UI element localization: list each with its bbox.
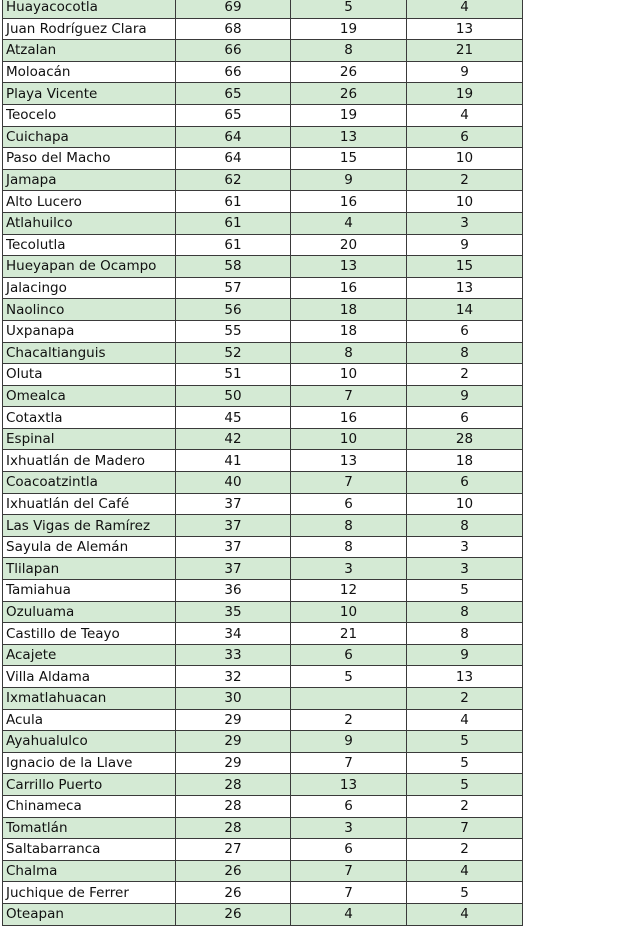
value-cell-1: 58 (176, 256, 291, 278)
value-cell-3: 7 (407, 817, 523, 839)
municipality-cell: Atzalan (3, 40, 176, 62)
table-row (3, 709, 523, 731)
value-cell-3: 18 (407, 450, 523, 472)
value-cell-1: 29 (176, 709, 291, 731)
table-row (3, 558, 523, 580)
value-cell-2: 8 (291, 515, 407, 537)
municipality-cell: Paso del Macho (3, 148, 176, 170)
value-cell-3: 4 (407, 0, 523, 18)
value-cell-3: 3 (407, 212, 523, 234)
table-row (3, 407, 523, 429)
value-cell-2: 20 (291, 234, 407, 256)
municipality-cell: Oteapan (3, 903, 176, 925)
value-cell-2: 26 (291, 61, 407, 83)
table-row (3, 644, 523, 666)
value-cell-2: 18 (291, 320, 407, 342)
value-cell-2: 19 (291, 104, 407, 126)
value-cell-2 (291, 688, 407, 710)
value-cell-2: 6 (291, 795, 407, 817)
table-row (3, 536, 523, 558)
value-cell-3: 5 (407, 774, 523, 796)
value-cell-1: 64 (176, 148, 291, 170)
municipality-cell: Villa Aldama (3, 666, 176, 688)
value-cell-2: 10 (291, 428, 407, 450)
value-cell-3: 8 (407, 601, 523, 623)
value-cell-1: 41 (176, 450, 291, 472)
table-row (3, 731, 523, 753)
value-cell-3: 8 (407, 623, 523, 645)
value-cell-2: 13 (291, 450, 407, 472)
value-cell-3: 10 (407, 493, 523, 515)
table-row (3, 903, 523, 925)
value-cell-3: 13 (407, 18, 523, 40)
municipality-cell: Teocelo (3, 104, 176, 126)
municipality-cell: Ixmatlahuacan (3, 688, 176, 710)
value-cell-3: 5 (407, 882, 523, 904)
value-cell-3: 2 (407, 364, 523, 386)
value-cell-2: 13 (291, 126, 407, 148)
value-cell-2: 10 (291, 601, 407, 623)
value-cell-3: 10 (407, 191, 523, 213)
table-row (3, 774, 523, 796)
table-row (3, 320, 523, 342)
value-cell-1: 50 (176, 385, 291, 407)
table-row (3, 882, 523, 904)
value-cell-2: 15 (291, 148, 407, 170)
table-row (3, 104, 523, 126)
value-cell-2: 4 (291, 212, 407, 234)
value-cell-1: 61 (176, 234, 291, 256)
value-cell-1: 42 (176, 428, 291, 450)
municipality-cell: Ozuluama (3, 601, 176, 623)
table-row (3, 666, 523, 688)
table-row (3, 0, 523, 18)
municipality-cell: Naolinco (3, 299, 176, 321)
table-row (3, 342, 523, 364)
table-row (3, 450, 523, 472)
value-cell-3: 9 (407, 385, 523, 407)
value-cell-1: 66 (176, 61, 291, 83)
municipality-cell: Saltabarranca (3, 839, 176, 861)
municipality-cell: Cuichapa (3, 126, 176, 148)
value-cell-3: 8 (407, 515, 523, 537)
table-body (3, 0, 523, 925)
value-cell-2: 26 (291, 83, 407, 105)
value-cell-3: 9 (407, 644, 523, 666)
municipality-cell: Chacaltianguis (3, 342, 176, 364)
table-row (3, 40, 523, 62)
value-cell-2: 4 (291, 903, 407, 925)
value-cell-2: 3 (291, 817, 407, 839)
value-cell-2: 8 (291, 342, 407, 364)
value-cell-2: 16 (291, 277, 407, 299)
table-row (3, 795, 523, 817)
value-cell-1: 65 (176, 83, 291, 105)
municipality-cell: Espinal (3, 428, 176, 450)
municipality-cell: Hueyapan de Ocampo (3, 256, 176, 278)
value-cell-3: 6 (407, 472, 523, 494)
municipality-cell: Ayahualulco (3, 731, 176, 753)
table-row (3, 472, 523, 494)
value-cell-1: 65 (176, 104, 291, 126)
value-cell-2: 16 (291, 191, 407, 213)
table-row (3, 688, 523, 710)
value-cell-3: 2 (407, 169, 523, 191)
municipality-cell: Ignacio de la Llave (3, 752, 176, 774)
municipality-cell: Huayacocotla (3, 0, 176, 18)
table-row (3, 580, 523, 602)
value-cell-3: 6 (407, 126, 523, 148)
value-cell-1: 35 (176, 601, 291, 623)
municipality-cell: Coacoatzintla (3, 472, 176, 494)
value-cell-1: 64 (176, 126, 291, 148)
value-cell-1: 28 (176, 817, 291, 839)
value-cell-1: 55 (176, 320, 291, 342)
value-cell-1: 27 (176, 839, 291, 861)
table-row (3, 364, 523, 386)
value-cell-2: 7 (291, 860, 407, 882)
municipality-cell: Juan Rodríguez Clara (3, 18, 176, 40)
value-cell-3: 14 (407, 299, 523, 321)
value-cell-1: 32 (176, 666, 291, 688)
value-cell-2: 6 (291, 839, 407, 861)
value-cell-3: 5 (407, 731, 523, 753)
value-cell-1: 45 (176, 407, 291, 429)
value-cell-1: 57 (176, 277, 291, 299)
value-cell-2: 10 (291, 364, 407, 386)
value-cell-1: 37 (176, 515, 291, 537)
table-row (3, 18, 523, 40)
municipality-cell: Carrillo Puerto (3, 774, 176, 796)
value-cell-1: 51 (176, 364, 291, 386)
value-cell-1: 26 (176, 860, 291, 882)
table-row (3, 493, 523, 515)
value-cell-3: 13 (407, 666, 523, 688)
municipality-cell: Castillo de Teayo (3, 623, 176, 645)
value-cell-1: 30 (176, 688, 291, 710)
table-row (3, 428, 523, 450)
value-cell-2: 6 (291, 644, 407, 666)
municipality-cell: Sayula de Alemán (3, 536, 176, 558)
value-cell-1: 61 (176, 212, 291, 234)
table-row (3, 256, 523, 278)
table-row (3, 212, 523, 234)
municipality-cell: Tlilapan (3, 558, 176, 580)
municipality-cell: Jamapa (3, 169, 176, 191)
value-cell-2: 7 (291, 385, 407, 407)
municipality-table (2, 0, 523, 926)
value-cell-2: 19 (291, 18, 407, 40)
value-cell-2: 21 (291, 623, 407, 645)
table-row (3, 148, 523, 170)
value-cell-1: 37 (176, 536, 291, 558)
value-cell-2: 13 (291, 256, 407, 278)
value-cell-1: 37 (176, 558, 291, 580)
municipality-cell: Juchique de Ferrer (3, 882, 176, 904)
value-cell-3: 4 (407, 104, 523, 126)
value-cell-3: 15 (407, 256, 523, 278)
value-cell-1: 66 (176, 40, 291, 62)
value-cell-1: 33 (176, 644, 291, 666)
municipality-cell: Cotaxtla (3, 407, 176, 429)
value-cell-1: 56 (176, 299, 291, 321)
municipality-cell: Uxpanapa (3, 320, 176, 342)
value-cell-3: 8 (407, 342, 523, 364)
municipality-cell: Jalacingo (3, 277, 176, 299)
value-cell-3: 2 (407, 795, 523, 817)
municipality-cell: Chinameca (3, 795, 176, 817)
value-cell-3: 19 (407, 83, 523, 105)
table-row (3, 601, 523, 623)
municipality-cell: Moloacán (3, 61, 176, 83)
value-cell-3: 13 (407, 277, 523, 299)
value-cell-1: 68 (176, 18, 291, 40)
value-cell-2: 18 (291, 299, 407, 321)
value-cell-2: 13 (291, 774, 407, 796)
table-row (3, 234, 523, 256)
value-cell-3: 28 (407, 428, 523, 450)
value-cell-1: 69 (176, 0, 291, 18)
table-row (3, 191, 523, 213)
value-cell-2: 9 (291, 731, 407, 753)
table-row (3, 817, 523, 839)
table-row (3, 277, 523, 299)
value-cell-3: 3 (407, 536, 523, 558)
table-row (3, 385, 523, 407)
table-row (3, 515, 523, 537)
value-cell-2: 3 (291, 558, 407, 580)
value-cell-2: 7 (291, 752, 407, 774)
value-cell-1: 34 (176, 623, 291, 645)
table-row (3, 860, 523, 882)
value-cell-3: 6 (407, 320, 523, 342)
value-cell-3: 5 (407, 752, 523, 774)
value-cell-1: 28 (176, 774, 291, 796)
value-cell-3: 3 (407, 558, 523, 580)
value-cell-3: 5 (407, 580, 523, 602)
value-cell-1: 40 (176, 472, 291, 494)
value-cell-2: 7 (291, 472, 407, 494)
municipality-cell: Ixhuatlán del Café (3, 493, 176, 515)
value-cell-3: 9 (407, 61, 523, 83)
municipality-cell: Alto Lucero (3, 191, 176, 213)
value-cell-1: 28 (176, 795, 291, 817)
value-cell-2: 7 (291, 882, 407, 904)
value-cell-1: 29 (176, 752, 291, 774)
table-row (3, 61, 523, 83)
municipality-cell: Oluta (3, 364, 176, 386)
table-row (3, 169, 523, 191)
value-cell-1: 29 (176, 731, 291, 753)
value-cell-3: 21 (407, 40, 523, 62)
municipality-cell: Omealca (3, 385, 176, 407)
value-cell-1: 36 (176, 580, 291, 602)
municipality-cell: Tomatlán (3, 817, 176, 839)
value-cell-1: 62 (176, 169, 291, 191)
value-cell-3: 2 (407, 688, 523, 710)
value-cell-1: 26 (176, 882, 291, 904)
municipality-cell: Chalma (3, 860, 176, 882)
table-row (3, 299, 523, 321)
table-row (3, 752, 523, 774)
value-cell-2: 16 (291, 407, 407, 429)
table-row (3, 839, 523, 861)
value-cell-1: 52 (176, 342, 291, 364)
municipality-cell: Acula (3, 709, 176, 731)
value-cell-1: 37 (176, 493, 291, 515)
value-cell-3: 4 (407, 860, 523, 882)
municipality-cell: Playa Vicente (3, 83, 176, 105)
municipality-cell: Ixhuatlán de Madero (3, 450, 176, 472)
value-cell-2: 5 (291, 0, 407, 18)
value-cell-2: 6 (291, 493, 407, 515)
table-row (3, 623, 523, 645)
table-row (3, 83, 523, 105)
municipality-cell: Tecolutla (3, 234, 176, 256)
municipality-cell: Las Vigas de Ramírez (3, 515, 176, 537)
value-cell-2: 5 (291, 666, 407, 688)
value-cell-2: 8 (291, 40, 407, 62)
value-cell-2: 8 (291, 536, 407, 558)
value-cell-3: 9 (407, 234, 523, 256)
table-row (3, 126, 523, 148)
value-cell-2: 2 (291, 709, 407, 731)
municipality-cell: Atlahuilco (3, 212, 176, 234)
value-cell-3: 4 (407, 903, 523, 925)
municipality-cell: Acajete (3, 644, 176, 666)
value-cell-3: 4 (407, 709, 523, 731)
value-cell-1: 61 (176, 191, 291, 213)
value-cell-3: 6 (407, 407, 523, 429)
value-cell-2: 9 (291, 169, 407, 191)
municipality-cell: Tamiahua (3, 580, 176, 602)
value-cell-1: 26 (176, 903, 291, 925)
value-cell-3: 2 (407, 839, 523, 861)
value-cell-3: 10 (407, 148, 523, 170)
value-cell-2: 12 (291, 580, 407, 602)
